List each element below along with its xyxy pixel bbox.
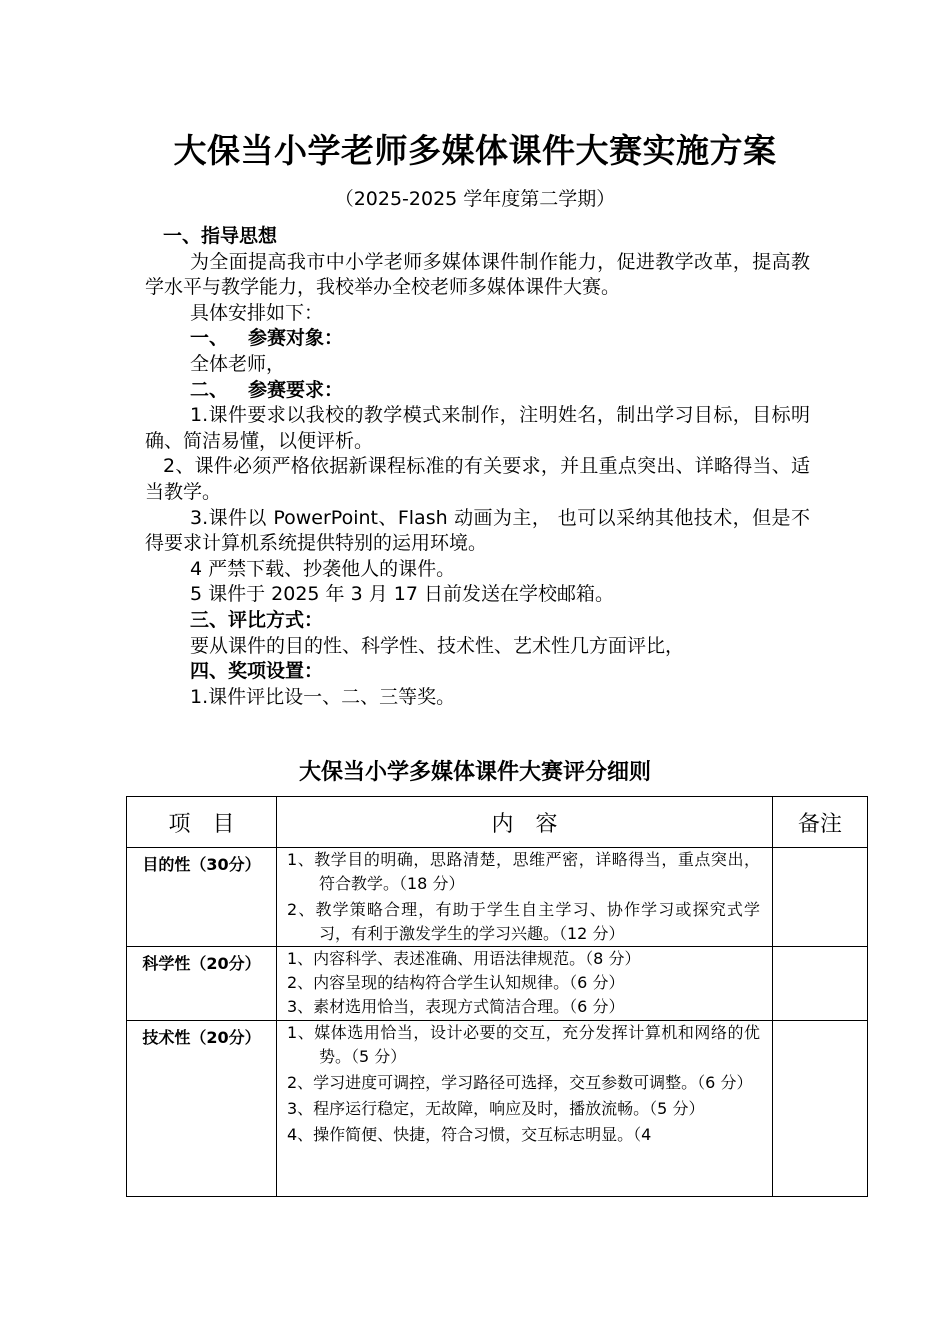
criterion-item: 2、内容呈现的结构符合学生认知规律。（6 分） xyxy=(287,973,625,992)
header-content: 内 容 xyxy=(277,797,773,848)
table-header-row xyxy=(127,797,868,848)
section-number: 二、 xyxy=(190,378,229,401)
paragraph-awards: 1.课件评比设一、二、三等奖。 xyxy=(190,685,456,708)
requirement-item: 1.课件要求以我校的教学模式来制作，注明姓名，制出学习目标，目标明确、简洁易懂，以便评析。 xyxy=(145,404,810,452)
table-row xyxy=(127,947,868,1021)
section-heading-awards: 四、奖项设置： xyxy=(190,660,324,683)
document-title: 大保当小学老师多媒体课件大赛实施方案 xyxy=(173,131,777,170)
section-heading-text: 参赛对象： xyxy=(248,327,344,350)
criterion-item: 1、媒体选用恰当，设计必要的交互，充分发挥计算机和网络的优势。（5 分） xyxy=(287,1023,760,1066)
criterion-item: 2、教学策略合理，有助于学生自主学习、协作学习或探究式学习，有利于激发学生的学习兴趣。（12 分） xyxy=(287,900,760,943)
section-heading-text: 参赛要求： xyxy=(248,378,344,401)
section-heading-evaluation: 三、评比方式： xyxy=(190,608,324,631)
paragraph-evaluation: 要从课件的目的性、科学性、技术性、艺术性几方面评比， xyxy=(190,634,685,657)
criterion-item: 3、程序运行稳定，无故障，响应及时，播放流畅。（5 分） xyxy=(287,1099,705,1118)
criterion-item: 4、操作简便、快捷，符合习惯，交互标志明显。（4 xyxy=(287,1125,652,1144)
scoring-table xyxy=(126,796,868,1197)
paragraph-participants: 全体老师， xyxy=(190,352,286,375)
criterion-item: 1、内容科学、表述准确、用语法律规范。（8 分） xyxy=(287,949,641,968)
requirement-item: 3.课件以 PowerPoint、Flash 动画为主， 也可以采纳其他技术，但是不得要求计算机系统提供特别的运用环境。 xyxy=(145,506,810,555)
table-row xyxy=(127,848,868,947)
header-item: 项 目 xyxy=(127,797,277,848)
header-note: 备注 xyxy=(773,797,868,848)
section-heading-requirements xyxy=(145,378,810,404)
section-heading-guiding: 一、指导思想 xyxy=(163,225,278,247)
criterion-item: 1、教学目的明确，思路清楚，思维严密，详略得当，重点突出，符合教学。（18 分） xyxy=(287,850,760,893)
note-cell xyxy=(773,1021,868,1197)
content-cell xyxy=(277,848,773,947)
paragraph-arrangement: 具体安排如下： xyxy=(190,301,324,324)
requirement-item: 2、课件必须严格依据新课程标准的有关要求，并且重点突出、详略得当、适当教学。 xyxy=(145,455,810,503)
note-cell xyxy=(773,947,868,1021)
category-cell: 技术性（20分） xyxy=(127,1021,277,1197)
section-number: 一、 xyxy=(190,327,229,350)
requirement-item: 5 课件于 2025 年 3 月 17 日前发送在学校邮箱。 xyxy=(190,583,614,606)
document-body xyxy=(145,224,810,710)
requirement-item: 4 严禁下载、抄袭他人的课件。 xyxy=(190,557,456,580)
criterion-item: 3、素材选用恰当，表现方式简洁合理。（6 分） xyxy=(287,997,625,1016)
category-cell: 目的性（30分） xyxy=(127,848,277,947)
category-cell: 科学性（20分） xyxy=(127,947,277,1021)
content-cell xyxy=(277,947,773,1021)
note-cell xyxy=(773,848,868,947)
document-subtitle: （2025-2025 学年度第二学期） xyxy=(334,188,616,210)
table-row xyxy=(127,1021,868,1197)
section-heading-participants xyxy=(145,326,810,352)
criterion-item: 2、学习进度可调控，学习路径可选择，交互参数可调整。（6 分） xyxy=(287,1073,753,1092)
paragraph-intro: 为全面提高我市中小学老师多媒体课件制作能力，促进教学改革，提高教学水平与教学能力，我校举办全校老师多媒体课件大赛。 xyxy=(145,250,810,299)
table-title: 大保当小学多媒体课件大赛评分细则 xyxy=(298,760,651,785)
content-cell xyxy=(277,1021,773,1197)
